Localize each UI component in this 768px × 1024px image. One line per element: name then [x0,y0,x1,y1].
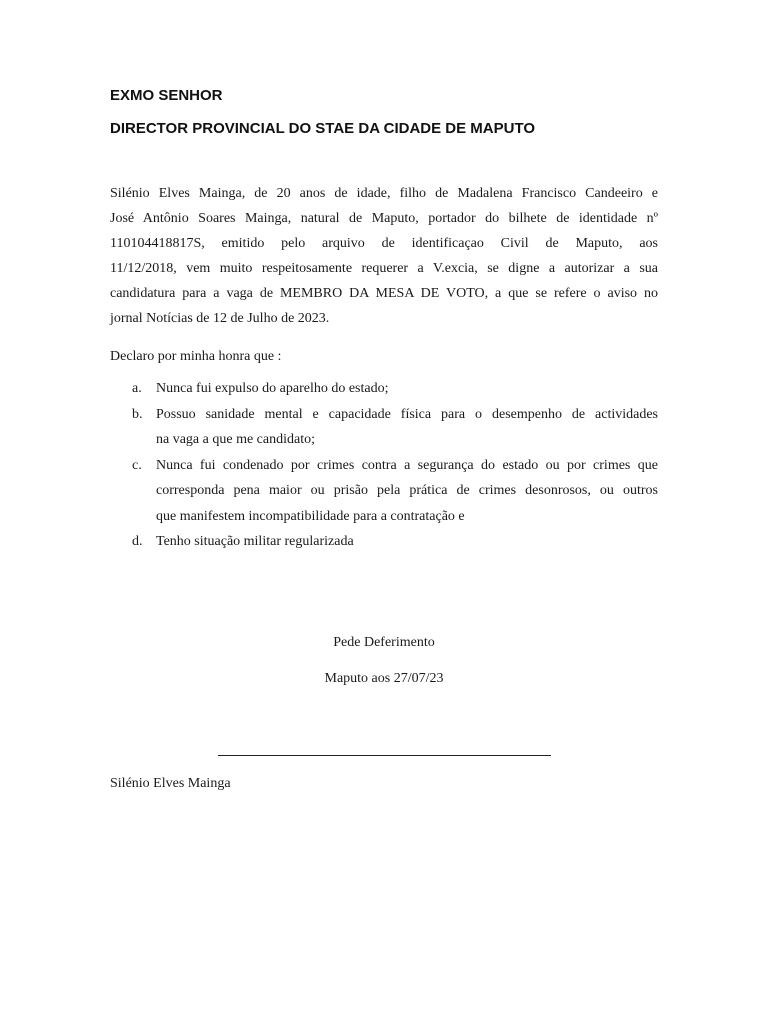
request-paragraph [110,181,658,331]
list-item-line: Possuo sanidade mental e capacidade física para o desempenho de actividades [156,406,658,422]
list-item [110,453,658,530]
list-item [110,376,658,402]
list-item-line: Tenho situação militar regularizada [156,534,354,549]
signature-line [218,755,551,756]
list-marker: a. [132,381,142,396]
list-marker: b. [132,406,143,422]
paragraph-line: jornal Notícias de 12 de Julho de 2023. [110,311,330,326]
signer-name: Silénio Elves Mainga [110,776,231,791]
paragraph-line: Silénio Elves Mainga, de 20 anos de idade, filho de Madalena Francisco Candeeiro e [110,186,658,201]
list-item-line: que manifestem incompatibilidade para a contratação e [156,508,465,524]
declaration-intro: Declaro por minha honra que : [110,349,282,364]
request-closing: Pede Deferimento [333,635,435,650]
list-item [110,529,658,555]
list-item-line: na vaga a que me candidato; [156,432,315,447]
list-item [110,402,658,453]
addressee-position: DIRECTOR PROVINCIAL DO STAE DA CIDADE DE MAPUTO [110,120,536,137]
place-date: Maputo aos 27/07/23 [324,671,444,686]
paragraph-line: José Antônio Soares Mainga, natural de Maputo, portador do bilhete de identidade nº [110,211,658,226]
list-marker: c. [132,457,142,473]
paragraph-line: candidatura para a vaga de MEMBRO DA MESA DE VOTO, a que se refere o aviso no [110,286,658,301]
list-item-line: Nunca fui condenado por crimes contra a segurança do estado ou por crimes que [156,457,658,473]
paragraph-line: 11/12/2018, vem muito respeitosamente requerer a V.excia, se digne a autorizar a sua [110,261,658,276]
paragraph-line: 110104418817S, emitido pelo arquivo de identificaçao Civil de Maputo, aos [110,236,658,251]
list-item-line: Nunca fui expulso do aparelho do estado; [156,381,389,396]
list-item-line: corresponda pena maior ou prisão pela prática de crimes desonrosos, ou outros [156,483,658,498]
list-marker: d. [132,534,143,549]
addressee-title: EXMO SENHOR [110,87,223,104]
declaration-list [110,376,658,555]
